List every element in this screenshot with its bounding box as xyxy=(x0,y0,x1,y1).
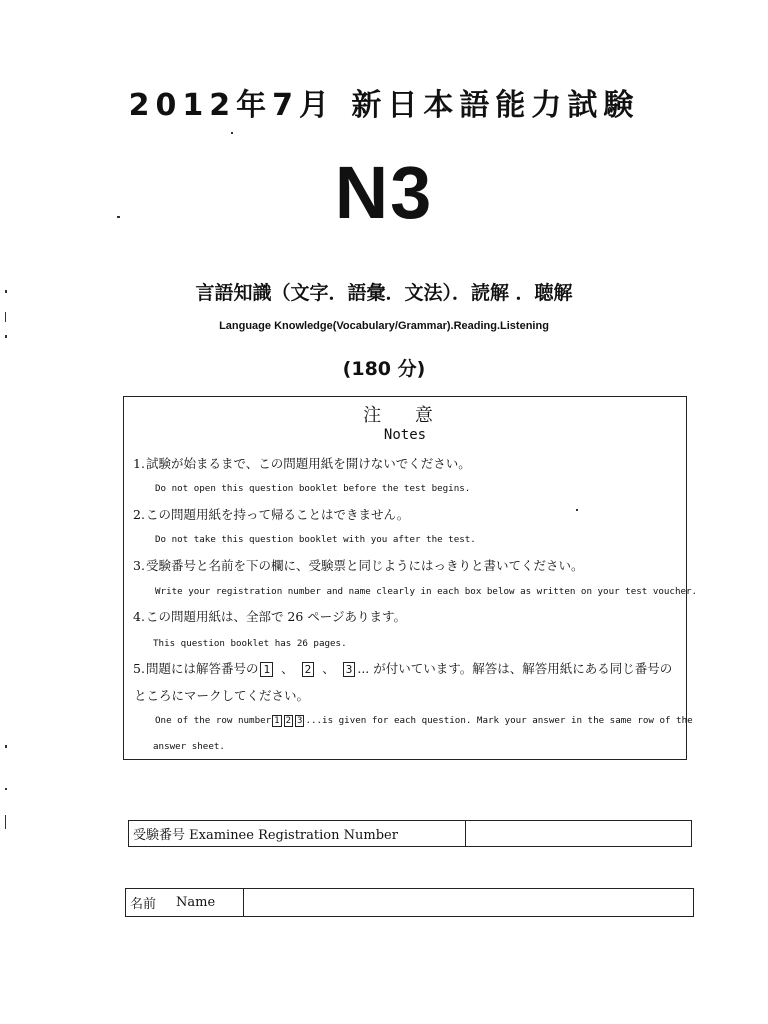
scan-speck xyxy=(5,745,7,748)
note-item-text: この問題用紙を持って帰ることはできません。 xyxy=(145,507,410,522)
note-item-1-english: Do not open this question booklet before the test begins. xyxy=(155,483,471,494)
note-item-number: 1. xyxy=(133,456,145,471)
subjects-japanese: 言語知識（文字．語彙．文法）．読解 ．聴解 xyxy=(195,282,573,304)
note-item-5-japanese-line2: ところにマークしてください。 xyxy=(134,688,310,703)
subjects-english: Language Knowledge(Vocabulary/Grammar).Reading.Listening xyxy=(219,320,549,332)
note-item-text: ... が付いています。解答は、解答用紙にある同じ番号の xyxy=(357,661,673,676)
registration-number-input[interactable] xyxy=(466,821,691,846)
note-item-text: One of the row number xyxy=(155,715,272,726)
registration-number-label: 受験番号 Examinee Registration Number xyxy=(129,821,466,846)
scan-speck xyxy=(5,815,6,829)
note-item-text: ...is given for each question. Mark your answer in the same row of the xyxy=(305,715,693,726)
note-item-number: 2. xyxy=(133,507,145,522)
note-item-3-english: Write your registration number and name clearly in each box below as written on your test voucher. xyxy=(155,586,698,597)
exam-level: N3 xyxy=(334,151,434,234)
notes-heading-english: Notes xyxy=(383,427,427,443)
answer-number-box-small-1: 1 xyxy=(274,716,280,726)
answer-number-box-3: 3 xyxy=(343,662,356,677)
scan-speck xyxy=(117,216,120,218)
name-label xyxy=(126,889,244,916)
scan-speck xyxy=(231,132,233,134)
note-item-5-english xyxy=(155,715,693,727)
note-item-2-english: Do not take this question booklet with you after the test. xyxy=(155,534,476,545)
note-item-4-japanese xyxy=(133,607,406,625)
note-item-5-english-line2: answer sheet. xyxy=(153,741,225,752)
note-item-3-japanese xyxy=(133,556,583,574)
note-item-5-japanese xyxy=(133,659,672,677)
separator-comma: 、 xyxy=(281,661,294,676)
name-field xyxy=(125,888,694,917)
note-item-number: 3. xyxy=(133,558,145,573)
answer-number-box-small-2: 2 xyxy=(285,716,292,726)
note-item-text: この問題用紙は、全部で 26 ページあります。 xyxy=(145,609,407,624)
note-item-text: 受験番号と名前を下の欄に、受験票と同じようにはっきりと書いてください。 xyxy=(145,558,584,573)
note-item-4-english: This question booklet has 26 pages. xyxy=(153,638,347,649)
scan-speck xyxy=(5,335,7,338)
note-item-text: 問題には解答番号の xyxy=(145,661,259,676)
scan-speck xyxy=(5,312,6,322)
answer-number-box-1: 1 xyxy=(260,662,273,677)
answer-number-box-2: 2 xyxy=(302,662,315,677)
scan-speck xyxy=(576,509,578,511)
exam-duration: (180 分) xyxy=(342,358,426,380)
name-label-japanese: 名前 xyxy=(130,897,157,912)
name-label-english: Name xyxy=(176,895,216,910)
note-item-1-japanese xyxy=(133,454,471,472)
note-item-number: 5. xyxy=(133,661,145,676)
note-item-number: 4. xyxy=(133,609,145,624)
note-item-2-japanese xyxy=(133,505,409,523)
name-input[interactable] xyxy=(244,889,693,916)
notes-heading-japanese: 注 意 xyxy=(363,405,447,426)
answer-number-box-small-3: 3 xyxy=(297,716,303,726)
scan-speck xyxy=(5,788,7,790)
registration-number-field xyxy=(128,820,692,847)
note-item-text: 試験が始まるまで、この問題用紙を開けないでください。 xyxy=(145,456,471,471)
notes-box xyxy=(123,396,698,760)
scan-speck xyxy=(5,290,7,293)
separator-comma: 、 xyxy=(322,661,335,676)
exam-title: 2012年7月 新日本語能力試験 xyxy=(128,88,640,123)
